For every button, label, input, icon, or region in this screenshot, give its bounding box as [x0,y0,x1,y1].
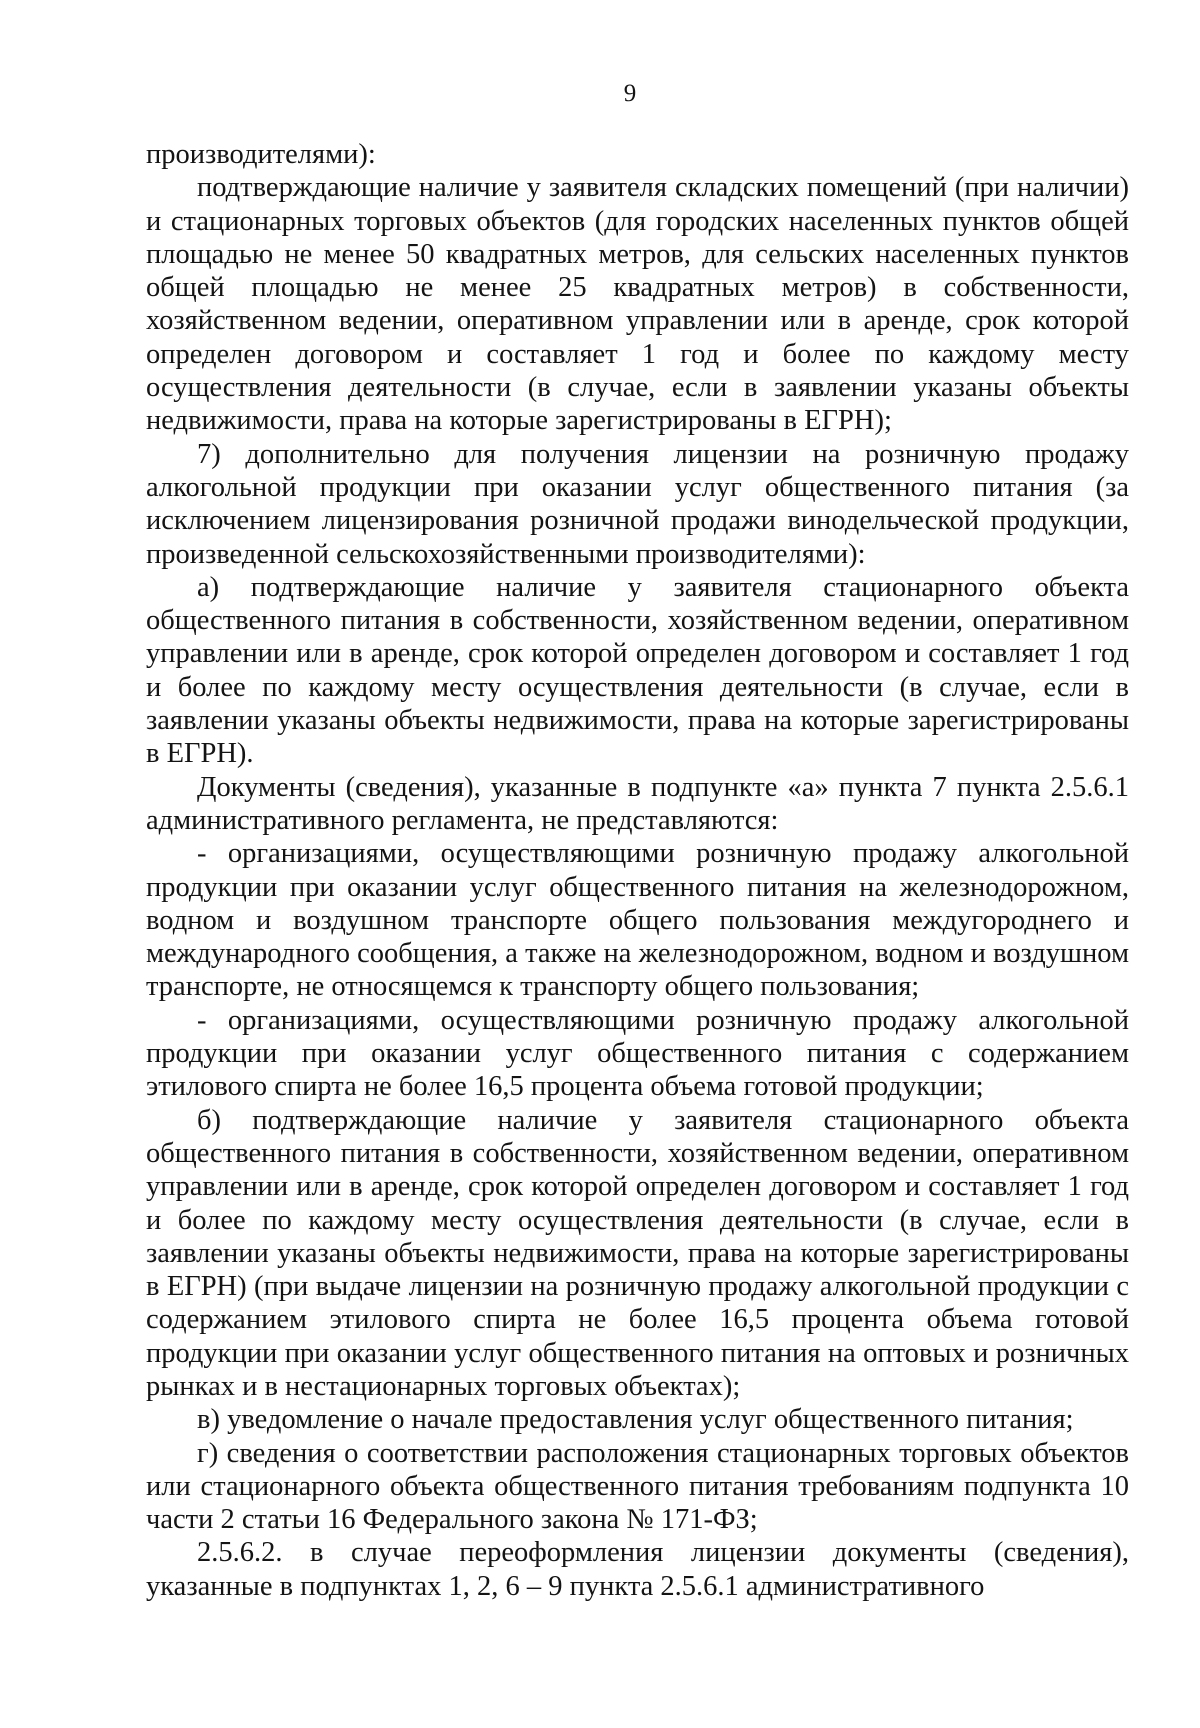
paragraph-item-7b: б) подтверждающие наличие у заявителя стационарного объекта общественного питания в собственности, хозяйственном ведении, оперативном управлении или в аренде, срок которой определен договором и составляет 1 год и более по каждому месту осуществления деятельности (в случае, если в заявлении указаны объекты недвижимости, права на которые зарегистрированы в ЕГРН) (при выдаче лицензии на розничную продажу алкогольной продукции с содержанием этилового спирта не более 16,5 процента объема готовой продукции при оказании услуг общественного питания на оптовых и розничных рынках и в нестационарных торговых объектах); [146,1104,1129,1402]
paragraph-dash-transport: - организациями, осуществляющими розничную продажу алкогольной продукции при оказании услуг общественного питания на железнодорожном, водном и воздушном транспорте общего пользования междугороднего и международного сообщения, а также на железнодорожном, водном и воздушном транспорте, не относящемся к транспорту общего пользования; [146,838,1129,1003]
paragraph-storage-premises: подтверждающие наличие у заявителя складских помещений (при наличии) и стационарных торговых объектов (для городских населенных пунктов общей площадью не менее 50 квадратных метров, для сельских населенных пунктов общей площадью не менее 25 квадратных метров) в собственности, хозяйственном ведении, оперативном управлении или в аренде, срок которой определен договором и составляет 1 год и более по каждому месту осуществления деятельности (в случае, если в заявлении указаны объекты недвижимости, права на которые зарегистрированы в ЕГРН); [146,172,1129,437]
paragraph-item-7a: а) подтверждающие наличие у заявителя стационарного объекта общественного питания в собственности, хозяйственном ведении, оперативном управлении или в аренде, срок которой определен договором и составляет 1 год и более по каждому месту осуществления деятельности (в случае, если в заявлении указаны объекты недвижимости, права на которые зарегистрированы в ЕГРН). [146,571,1129,770]
paragraph-continuation: производителями): [146,139,376,170]
paragraph-not-submitted: Документы (сведения), указанные в подпункте «а» пункта 7 пункта 2.5.6.1 административного регламента, не представляются: [146,771,1129,836]
paragraph-item-7: 7) дополнительно для получения лицензии на розничную продажу алкогольной продукции при оказании услуг общественного питания (за исключением лицензирования розничной продажи винодельческой продукции, произведенной сельскохозяйственными производителями): [146,438,1129,570]
paragraph-item-7g: г) сведения о соответствии расположения стационарных торговых объектов или стационарного объекта общественного питания требованиям подпункта 10 части 2 статьи 16 Федерального закона № 171-ФЗ; [146,1437,1129,1536]
paragraph-item-7v: в) уведомление о начале предоставления услуг общественного питания; [197,1404,1074,1436]
paragraph-2-5-6-2: 2.5.6.2. в случае переоформления лицензии документы (сведения), указанные в подпунктах 1, 2, 6 – 9 пункта 2.5.6.1 административного [146,1537,1129,1602]
document-body [146,138,1129,1603]
paragraph-dash-alcohol-content: - организациями, осуществляющими розничную продажу алкогольной продукции при оказании услуг общественного питания с содержанием этилового спирта не более 16,5 процента объема готовой продукции; [146,1004,1129,1103]
page-number: 9 [623,80,637,107]
